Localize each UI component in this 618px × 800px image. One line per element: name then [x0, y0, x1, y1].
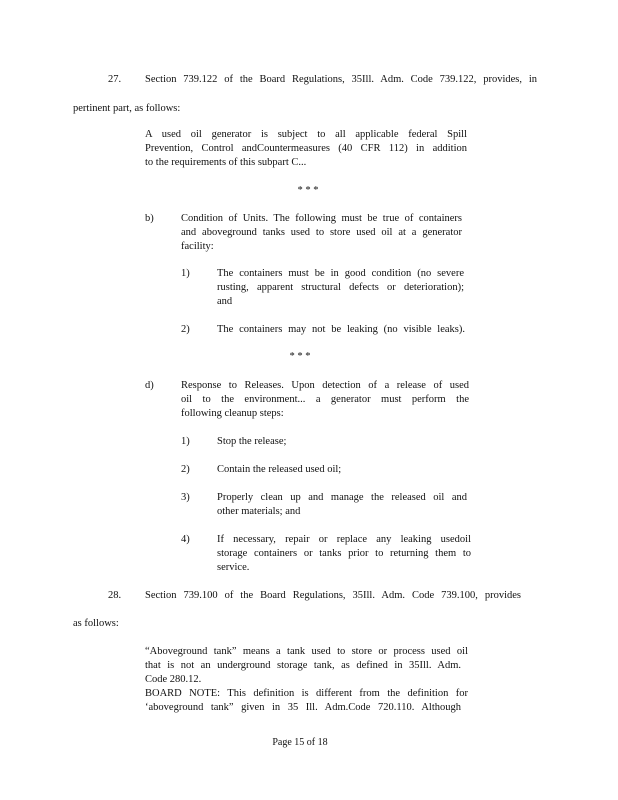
item-d-text: following cleanup steps: — [181, 408, 284, 419]
quote-line: Code 280.12. — [145, 674, 202, 685]
sub-item-number: 1) — [181, 436, 190, 447]
para-27-number: 27. — [108, 74, 122, 85]
sub-item-text: service. — [217, 562, 250, 573]
separator: * * * — [289, 351, 311, 362]
item-b-text: Condition of Units. The following must be true of containers — [181, 213, 462, 224]
item-d-text: oil to the environment... a generator must perform the — [181, 394, 469, 405]
sub-item-text: The containers may not be leaking (no visible leaks). — [217, 324, 465, 335]
para-27-intro: Section 739.122 of the Board Regulations, 35Ill. Adm. Code 739.122, provides, in — [145, 74, 537, 85]
sub-item-text: The containers must be in good condition (no severe — [217, 268, 464, 279]
sub-item-number: 1) — [181, 268, 190, 279]
sub-item-number: 3) — [181, 492, 190, 503]
para-28-intro-cont: as follows: — [73, 618, 119, 629]
separator: * * * — [297, 185, 319, 196]
page-number: Page 15 of 18 — [272, 737, 328, 748]
item-d-text: Response to Releases. Upon detection of a release of used — [181, 380, 469, 391]
item-b-text: facility: — [181, 241, 214, 252]
item-d-label: d) — [145, 380, 154, 391]
quote-line: A used oil generator is subject to all applicable federal Spill — [145, 129, 467, 140]
sub-item-text: Stop the release; — [217, 436, 287, 447]
quote-line: Prevention, Control andCountermeasures (40 CFR 112) in addition — [145, 143, 467, 154]
sub-item-text: Properly clean up and manage the released oil and — [217, 492, 467, 503]
quote-line: that is not an underground storage tank, as defined in 35Ill. Adm. — [145, 660, 461, 671]
sub-item-text: and — [217, 296, 233, 307]
para-27-intro-cont: pertinent part, as follows: — [73, 103, 181, 114]
quote-line: ‘aboveground tank” given in 35 Ill. Adm.Code 720.110. Although — [145, 702, 461, 713]
sub-item-text: rusting, apparent structural defects or deterioration); — [217, 282, 464, 293]
quote-line: “Aboveground tank” means a tank used to store or process used oil — [145, 646, 468, 657]
sub-item-number: 2) — [181, 464, 190, 475]
quote-line: to the requirements of this subpart C... — [145, 157, 307, 168]
item-b-text: and aboveground tanks used to store used oil at a generator — [181, 227, 462, 238]
para-28-intro: Section 739.100 of the Board Regulations, 35Ill. Adm. Code 739.100, provides — [145, 590, 521, 601]
sub-item-number: 4) — [181, 534, 190, 545]
item-b-label: b) — [145, 213, 154, 224]
sub-item-text: Contain the released used oil; — [217, 464, 342, 475]
para-28-number: 28. — [108, 590, 122, 601]
sub-item-text: storage containers or tanks prior to returning them to — [217, 548, 471, 559]
sub-item-text: If necessary, repair or replace any leaking usedoil — [217, 534, 471, 545]
sub-item-text: other materials; and — [217, 506, 301, 517]
quote-line: BOARD NOTE: This definition is different from the definition for — [145, 688, 468, 699]
sub-item-number: 2) — [181, 324, 190, 335]
